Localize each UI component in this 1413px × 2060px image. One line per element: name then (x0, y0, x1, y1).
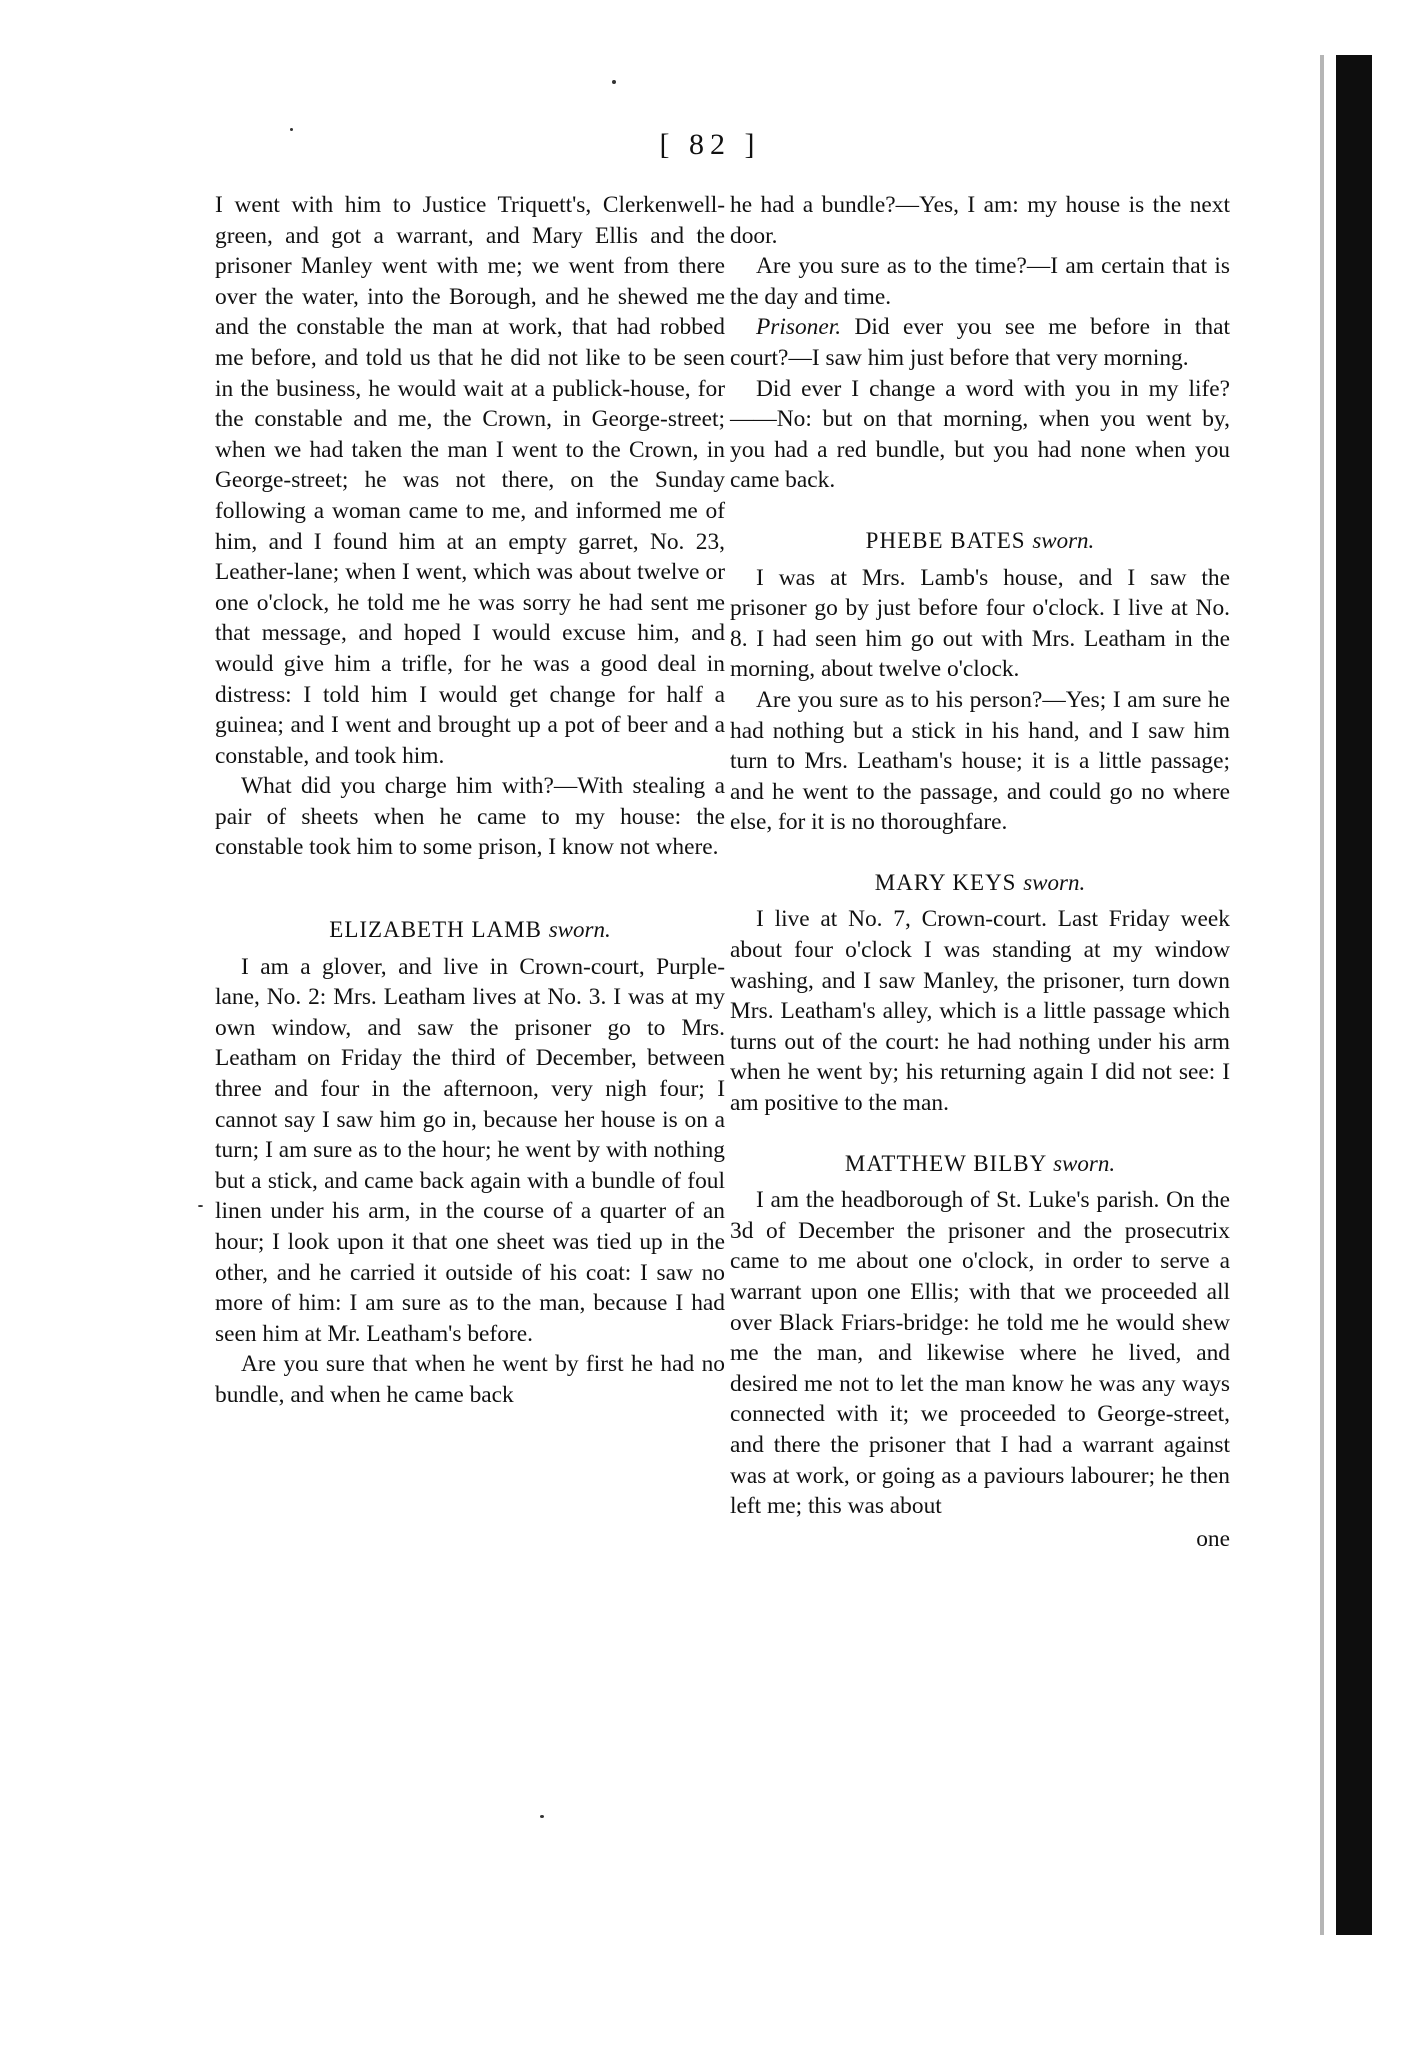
paragraph: he had a bundle?—Yes, I am: my house is the next door. (730, 192, 1230, 249)
paragraph: Are you sure as to his person?—Yes; I am sure he had nothing but a stick in his hand, and I saw him turn to Mrs. Leatham's house; it is a little passage; and he went to the passage, and could go no where else, for it is no thoroughfare. (730, 686, 1230, 836)
scan-speck (612, 80, 616, 84)
paragraph: I am the headborough of St. Luke's parish. On the 3d of December the prisoner and the prosecutrix came to me about one o'clock, in order to serve a warrant upon one Ellis; with that we proceeded all over Black Friars-bridge: he told me he would shew me the man, and likewise where he lived, and desired me not to let the man know he was any ways connected with it; we proceeded to George-street, and there the prisoner that I had a warrant against was at work, or going as a paviours labourer; he then left me; this was about (730, 1187, 1230, 1520)
paragraph: I am a glover, and live in Crown-court, Purple-lane, No. 2: Mrs. Leatham lives at No. 3. I was at my own window, and saw the prisoner go to Mrs. Leatham on Friday the third of December, between three and four in the afternoon, very nigh four; I cannot say I saw him go in, because her house is on a turn; I am sure as to the hour; he went by with nothing but a stick, and came back again with a bundle of foul linen under his arm, in the course of a quarter of an hour; I look upon it that one sheet was tied up in the other, and he carried it outside of his coat: I saw no more of him: I am sure as to the man, because I had seen him at Mr. Leatham's before. (215, 953, 725, 1347)
sworn-label: sworn. (1032, 527, 1095, 553)
paragraph: What did you charge him with?—With stealing a pair of sheets when he came to my house: the constable took him to some prison, I know not where. (215, 773, 725, 861)
sworn-label: sworn. (1053, 1150, 1116, 1176)
page-number: [ 82 ] (659, 128, 761, 161)
witness-name: PHEBE BATES (865, 527, 1026, 553)
witness-name: MATTHEW BILBY (844, 1150, 1047, 1176)
scan-speck (540, 1815, 544, 1818)
paragraph: I went with him to Justice Triquett's, Clerkenwell-green, and got a warrant, and Mary Ellis and the prisoner Manley went with me; we went from there over the water, into the Borough, and he shewed me and the constable the man at work, that had robbed me before, and told us that he did not like to be seen in the business, he would wait at a publick-house, for the constable and me, the Crown, in George-street; when we had taken the man I went to the Crown, in George-street; he was not there, on the Sunday following a woman came to me, and informed me of him, and I found him at an empty garret, No. 23, Leather-lane; when I went, which was about twelve or one o'clock, he told me he was sorry he had sent me that message, and hoped I would excuse him, and would give him a trifle, for he was a good deal in distress: I told him I would get change for half a guinea; and I went and brought up a pot of beer and a constable, and took him. (215, 192, 725, 769)
paragraph: Are you sure as to the time?—I am certain that is the day and time. (730, 253, 1230, 310)
witness-heading (730, 1149, 1230, 1180)
scan-speck (290, 128, 293, 131)
witness-name: ELIZABETH LAMB (329, 917, 542, 943)
sworn-label: sworn. (1023, 869, 1086, 895)
paragraph: Did ever I change a word with you in my life?——No: but on that morning, when you went by, you had a red bundle, but you had none when you came back. (730, 375, 1230, 494)
scan-shadow (1320, 55, 1324, 1935)
scan-speck (198, 1205, 203, 1207)
paragraph: Are you sure that when he went by first he had no bundle, and when he came back (215, 1351, 725, 1408)
paragraph (730, 312, 1230, 373)
witness-heading (730, 526, 1230, 557)
sworn-label: sworn. (548, 917, 611, 943)
paragraph: I was at Mrs. Lamb's house, and I saw the prisoner go by just before four o'clock. I live at No. 8. I had seen him go out with Mrs. Leatham in the morning, about twelve o'clock. (730, 564, 1230, 683)
catchword: one (1196, 1525, 1230, 1552)
witness-heading (730, 868, 1230, 899)
left-column (215, 190, 725, 1411)
right-column (730, 190, 1230, 1554)
witness-heading (215, 915, 725, 946)
paragraph-text: Did ever you see me before in that court?—I saw him just before that very morning. (730, 314, 1230, 371)
paragraph: I live at No. 7, Crown-court. Last Friday week about four o'clock I was standing at my window washing, and I saw Manley, the prisoner, turn down Mrs. Leatham's alley, which is a little passage which turns out of the court: he had nothing under his arm when he went by; his returning again I did not see: I am positive to the man. (730, 906, 1230, 1117)
speaker-label: Prisoner. (756, 314, 842, 341)
scan-binding-bar (1336, 55, 1372, 1935)
witness-name: MARY KEYS (874, 869, 1017, 895)
